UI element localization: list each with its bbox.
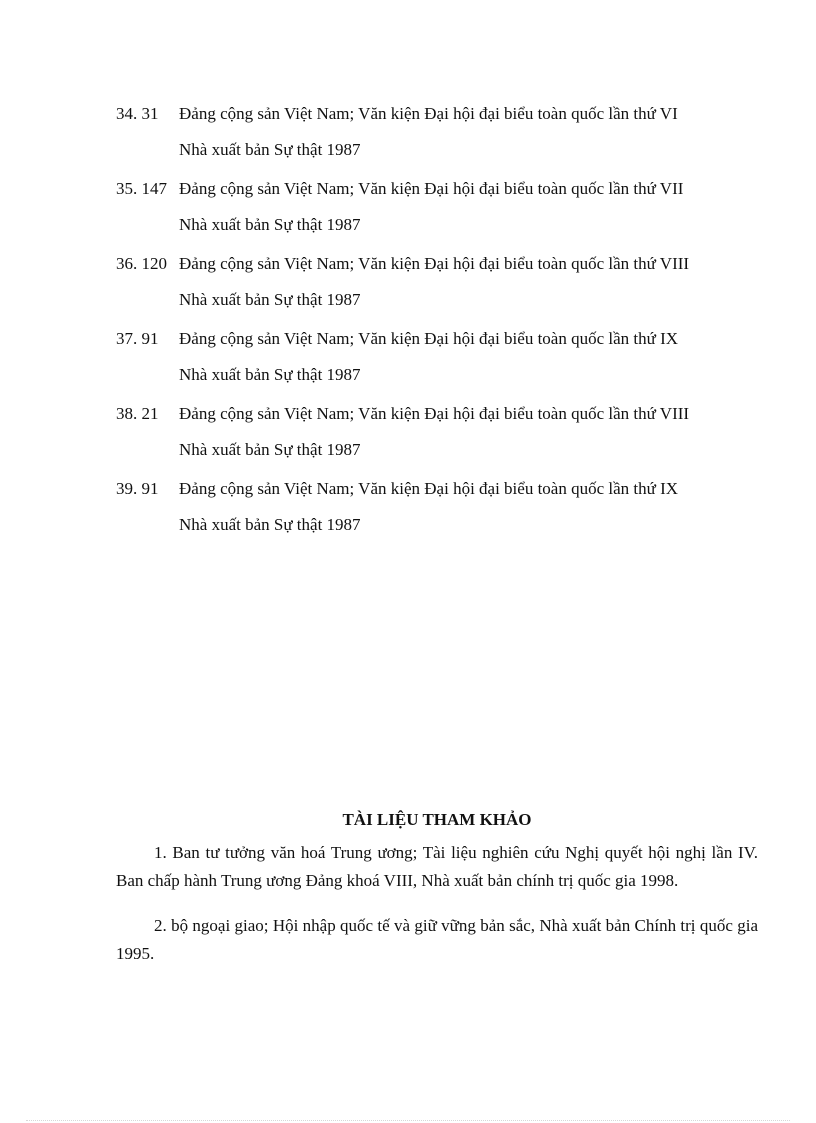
reference-item: 2. bộ ngoại giao; Hội nhập quốc tế và giữ vững bản sắc, Nhà xuất bản Chính trị quốc gia 1995. (116, 916, 758, 963)
entry-publisher: Nhà xuất bản Sự thật 1987 (179, 290, 361, 309)
footer-divider (26, 1120, 790, 1121)
entry-body (179, 400, 730, 464)
list-item (116, 100, 730, 164)
entry-title: Đảng cộng sản Việt Nam; Văn kiện Đại hội đại biểu toàn quốc lần thứ VIII (179, 404, 690, 423)
entry-title: Đảng cộng sản Việt Nam; Văn kiện Đại hội đại biểu toàn quốc lần thứ VII (179, 179, 684, 198)
list-item (116, 175, 730, 239)
list-item (116, 250, 730, 314)
entry-title: Đảng cộng sản Việt Nam; Văn kiện Đại hội đại biểu toàn quốc lần thứ VI (179, 104, 678, 123)
entry-number: 36. 120 (116, 254, 167, 273)
entry-title: Đảng cộng sản Việt Nam; Văn kiện Đại hội đại biểu toàn quốc lần thứ IX (179, 479, 679, 498)
entry-body (179, 175, 730, 239)
numbered-entry-list (116, 100, 730, 550)
entry-publisher: Nhà xuất bản Sự thật 1987 (179, 440, 361, 459)
entry-body (179, 325, 730, 389)
entry-body (179, 250, 730, 314)
entry-body (179, 475, 730, 539)
references-heading: TÀI LIỆU THAM KHẢO (342, 810, 532, 829)
list-item (116, 475, 730, 539)
references-section (116, 806, 758, 985)
entry-publisher: Nhà xuất bản Sự thật 1987 (179, 215, 361, 234)
entry-publisher: Nhà xuất bản Sự thật 1987 (179, 515, 361, 534)
entry-number: 35. 147 (116, 179, 167, 198)
entry-publisher: Nhà xuất bản Sự thật 1987 (179, 365, 361, 384)
entry-title: Đảng cộng sản Việt Nam; Văn kiện Đại hội đại biểu toàn quốc lần thứ VIII (179, 254, 690, 273)
reference-item: 1. Ban tư tưởng văn hoá Trung ương; Tài liệu nghiên cứu Nghị quyết hội nghị lần IV. Ban chấp hành Trung ương Đảng khoá VIII, Nhà xuất bản chính trị quốc gia 1998. (116, 843, 758, 890)
list-item (116, 325, 730, 389)
list-item (116, 400, 730, 464)
entry-number: 38. 21 (116, 404, 159, 423)
entry-title: Đảng cộng sản Việt Nam; Văn kiện Đại hội đại biểu toàn quốc lần thứ IX (179, 329, 679, 348)
entry-number: 37. 91 (116, 329, 159, 348)
entry-body (179, 100, 730, 164)
entry-number: 39. 91 (116, 479, 159, 498)
entry-number: 34. 31 (116, 104, 159, 123)
entry-publisher: Nhà xuất bản Sự thật 1987 (179, 140, 361, 159)
